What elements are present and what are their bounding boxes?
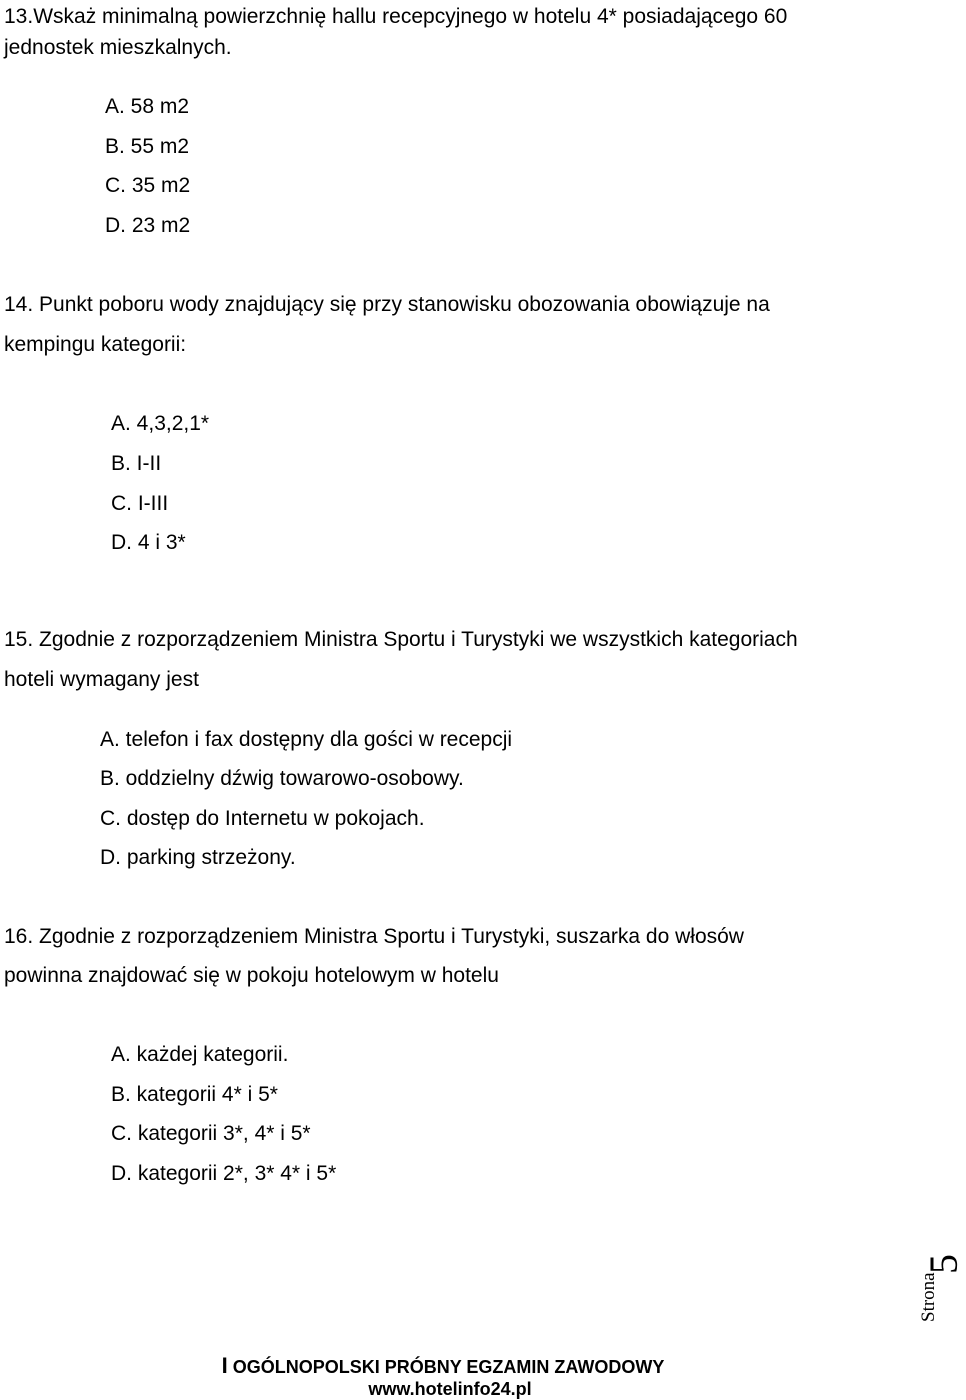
question-13-text-line-1: 13.Wskaż minimalną powierzchnię hallu recepcyjnego w hotelu 4* posiadającego 60: [4, 5, 788, 28]
question-14-option-d: D. 4 i 3*: [111, 531, 186, 554]
footer-title: [0, 1355, 886, 1378]
question-13-option-c: C. 35 m2: [105, 174, 191, 197]
question-16-option-c: C. kategorii 3*, 4* i 5*: [111, 1122, 311, 1145]
question-13-option-a: A. 58 m2: [105, 95, 190, 118]
question-15-option-a: A. telefon i fax dostępny dla gości w recepcji: [100, 728, 513, 751]
question-13-text-line-2: jednostek mieszkalnych.: [4, 36, 232, 59]
question-14-text-line-1: 14. Punkt poboru wody znajdujący się przy stanowisku obozowania obowiązuje na: [4, 293, 770, 316]
question-15-option-c: C. dostęp do Internetu w pokojach.: [100, 807, 425, 830]
page-label: Strona: [918, 1272, 939, 1322]
footer-title-text: OGÓLNOPOLSKI PRÓBNY EGZAMIN ZAWODOWY: [227, 1357, 665, 1377]
question-14-option-c: C. I-III: [111, 492, 169, 515]
question-16-text-line-1: 16. Zgodnie z rozporządzeniem Ministra Sportu i Turystyki, suszarka do włosów: [4, 925, 744, 948]
question-15-text-line-1: 15. Zgodnie z rozporządzeniem Ministra Sportu i Turystyki we wszystkich kategoriach: [4, 628, 798, 651]
question-16-text-line-2: powinna znajdować się w pokoju hotelowym w hotelu: [4, 964, 499, 987]
question-15-option-b: B. oddzielny dźwig towarowo-osobowy.: [100, 767, 464, 790]
question-14-text-line-2: kempingu kategorii:: [4, 333, 187, 356]
question-14-option-b: B. I-II: [111, 452, 162, 475]
question-16-option-b: B. kategorii 4* i 5*: [111, 1083, 278, 1106]
footer-title-numeral: I: [221, 1353, 228, 1378]
question-13-option-d: D. 23 m2: [105, 214, 191, 237]
question-15-option-d: D. parking strzeżony.: [100, 846, 296, 869]
question-16-option-a: A. każdej kategorii.: [111, 1043, 289, 1066]
page-number: 5: [921, 1254, 966, 1274]
question-15-text-line-2: hoteli wymagany jest: [4, 668, 199, 691]
question-14-option-a: A. 4,3,2,1*: [111, 412, 210, 435]
question-13-option-b: B. 55 m2: [105, 135, 190, 158]
question-16-option-d: D. kategorii 2*, 3* 4* i 5*: [111, 1162, 337, 1185]
footer-url: www.hotelinfo24.pl: [368, 1379, 532, 1399]
